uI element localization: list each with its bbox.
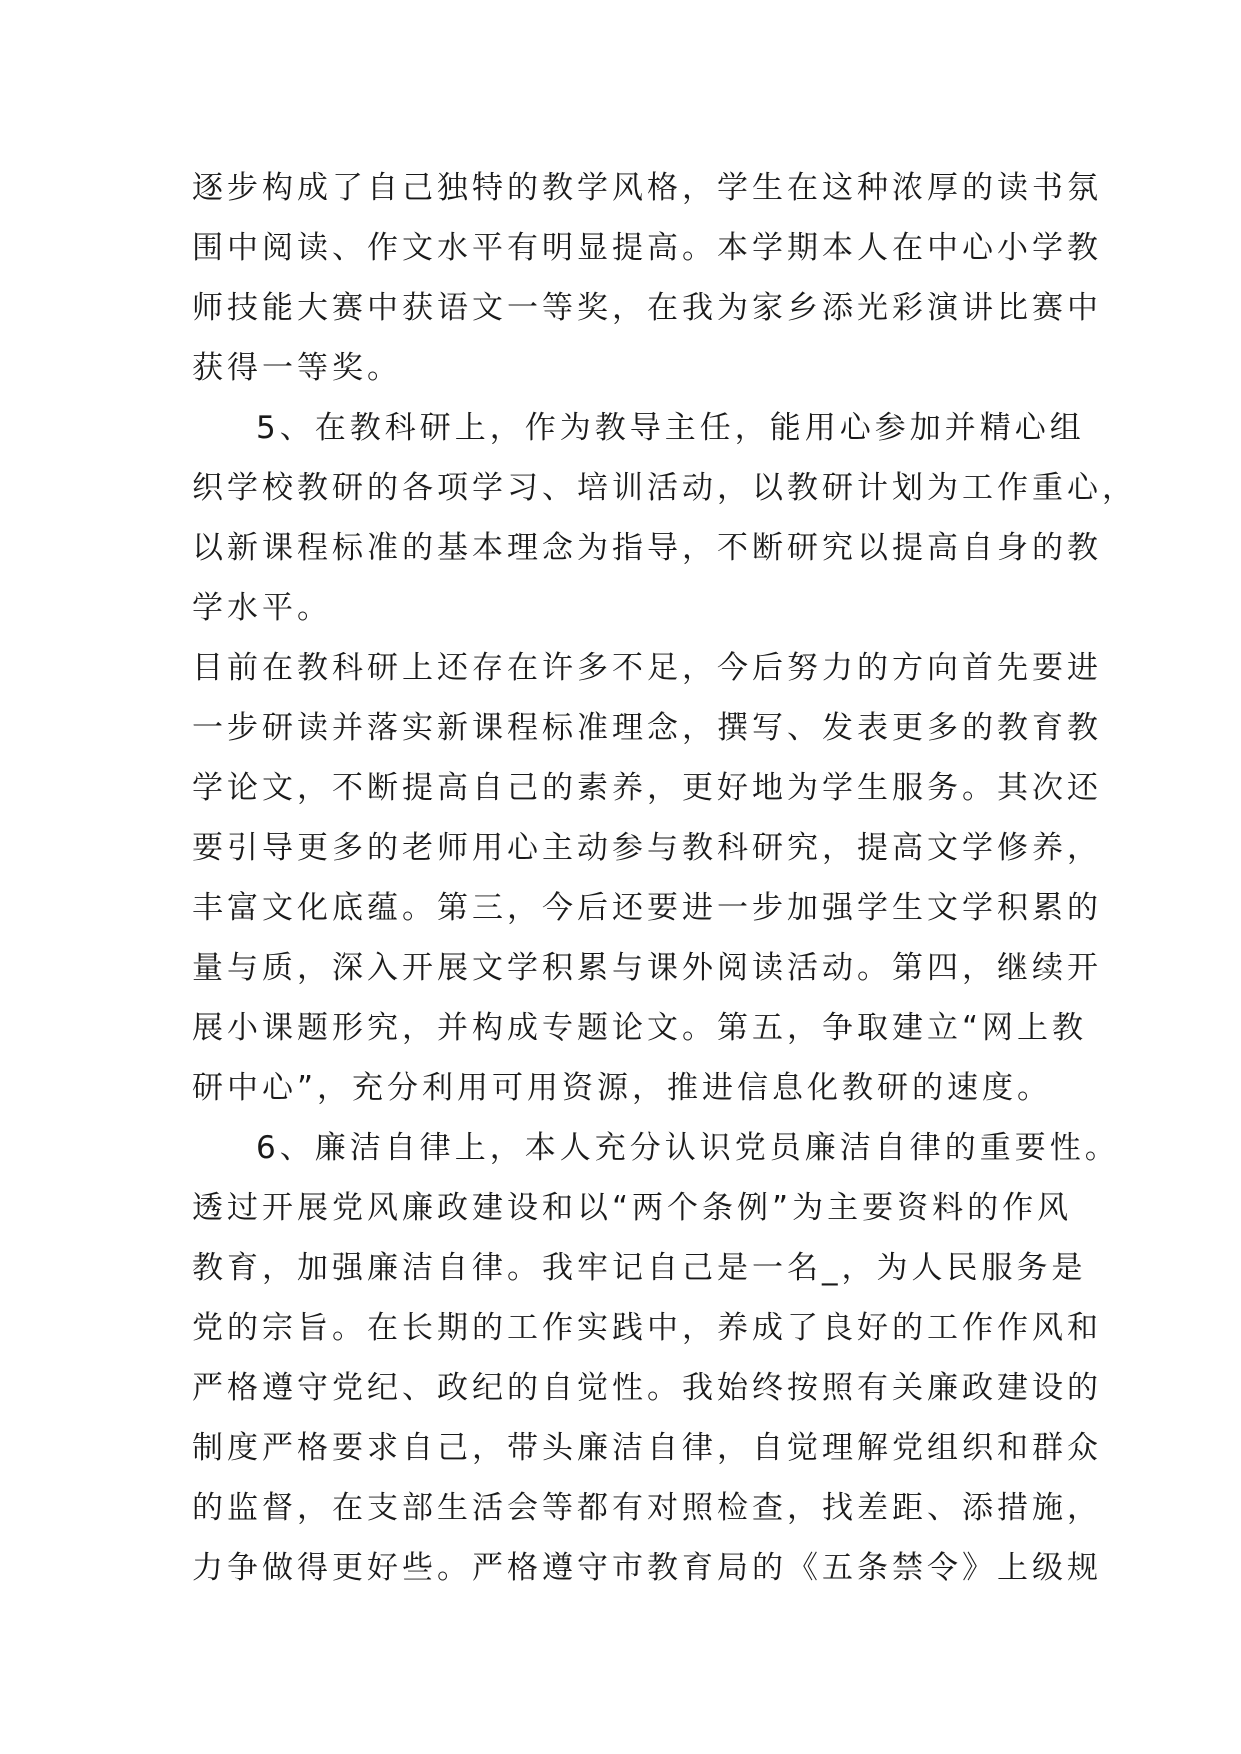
text-line: 师技能大赛中获语文一等奖，在我为家乡添光彩演讲比赛中 (192, 290, 1102, 326)
text-line: 一步研读并落实新课程标准理念，撰写、发表更多的教育教 (192, 710, 1102, 746)
text-line: 学水平。 (192, 590, 332, 626)
text-line: 党的宗旨。在长期的工作实践中，养成了良好的工作作风和 (192, 1310, 1102, 1346)
text-line: 逐步构成了自己独特的教学风格，学生在这种浓厚的读书氛 (192, 170, 1102, 206)
text-line: 展小课题形究，并构成专题论文。第五，争取建立“网上教 (192, 1010, 1088, 1046)
document-body (192, 158, 1137, 1598)
text-line: 的监督，在支部生活会等都有对照检查，找差距、添措施， (192, 1490, 1102, 1526)
text-line: 研中心”，充分利用可用资源，推进信息化教研的速度。 (192, 1070, 1053, 1106)
text-line: 要引导更多的老师用心主动参与教科研究，提高文学修养， (192, 830, 1102, 866)
text-line: 制度严格要求自己，带头廉洁自律，自觉理解党组织和群众 (192, 1430, 1102, 1466)
text-line: 教育，加强廉洁自律。我牢记自己是一名_，为人民服务是 (192, 1250, 1087, 1286)
text-line: 力争做得更好些。严格遵守市教育局的《五条禁令》上级规 (192, 1550, 1102, 1586)
paragraph-6-first-line: 6、廉洁自律上，本人充分认识党员廉洁自律的重要性。 (256, 1130, 1120, 1166)
text-line: 获得一等奖。 (192, 350, 402, 386)
text-line: 目前在教科研上还存在许多不足，今后努力的方向首先要进 (192, 650, 1102, 686)
text-line: 以新课程标准的基本理念为指导，不断研究以提高自身的教 (192, 530, 1102, 566)
text-line: 严格遵守党纪、政纪的自觉性。我始终按照有关廉政建设的 (192, 1370, 1102, 1406)
text-line: 量与质，深入开展文学积累与课外阅读活动。第四，继续开 (192, 950, 1102, 986)
text-line: 围中阅读、作文水平有明显提高。本学期本人在中心小学教 (192, 230, 1102, 266)
text-line: 织学校教研的各项学习、培训活动，以教研计划为工作重心， (192, 470, 1137, 506)
text-line: 透过开展党风廉政建设和以“两个条例”为主要资料的作风 (192, 1190, 1073, 1226)
text-line: 丰富文化底蕴。第三，今后还要进一步加强学生文学积累的 (192, 890, 1102, 926)
paragraph-5-first-line: 5、在教科研上，作为教导主任，能用心参加并精心组 (256, 410, 1085, 446)
text-line: 学论文，不断提高自己的素养，更好地为学生服务。其次还 (192, 770, 1102, 806)
